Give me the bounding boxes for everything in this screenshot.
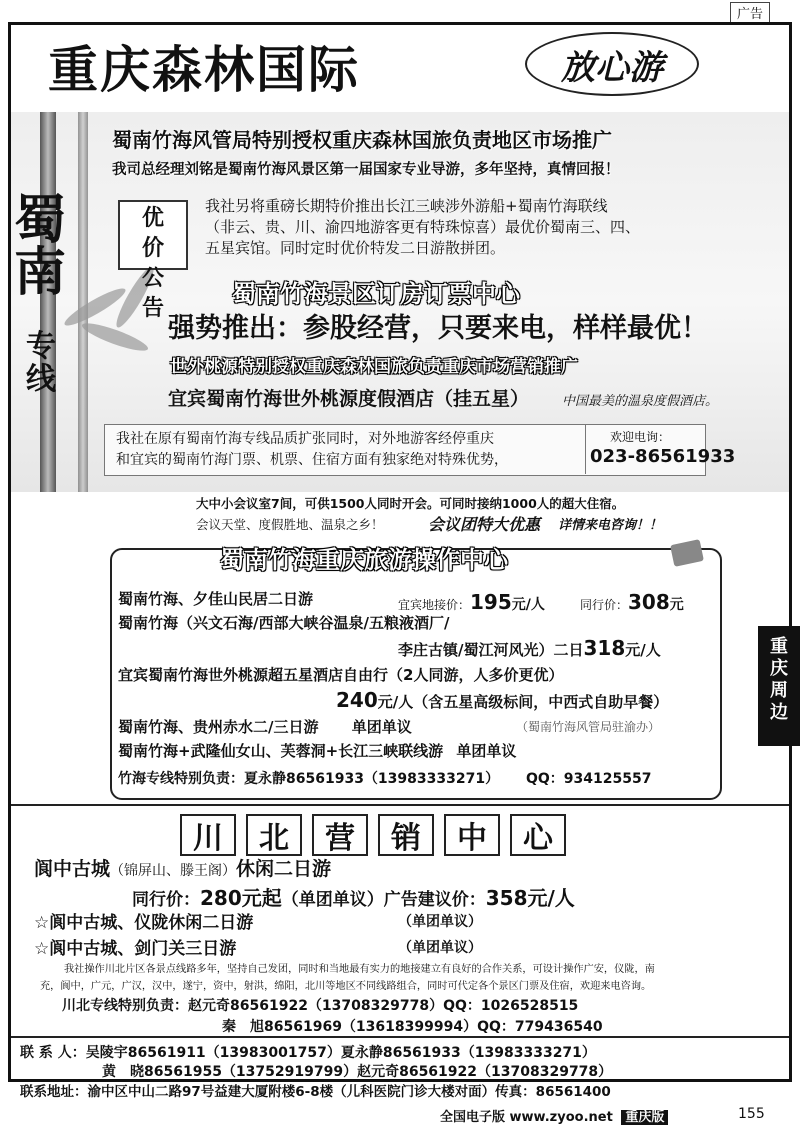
meeting-slogan: 会议天堂、度假胜地、温泉之乡！ — [196, 517, 384, 532]
route-jianmen-tag: （单团单议） — [398, 940, 482, 956]
manager-line: 我司总经理刘铭是蜀南竹海风景区第一届国家专业导游，多年坚持，真情回报！ — [112, 162, 620, 178]
ad-tag: 广告 — [730, 2, 770, 23]
ops-center-title: 蜀南竹海重庆旅游操作中心 — [220, 546, 508, 574]
contact-persons-2: 黄 晓86561955（13752919799）赵元奇86561922（13708329778） — [102, 1064, 613, 1080]
chuanbei-contact-1: 川北专线特别负责：赵元奇86561922（13708329778）QQ：1026528515 — [62, 998, 579, 1014]
hotel-name: 宜宾蜀南竹海世外桃源度假酒店（挂五星） — [168, 388, 530, 410]
hotel-tagline: 中国最美的温泉度假酒店。 — [562, 394, 719, 409]
advantage-text: 我社在原有蜀南竹海专线品质扩张同时，对外地游客经停重庆 和宜宾的蜀南竹海门票、机票、住宿方面有独家绝对特殊优势， — [116, 431, 508, 468]
route-4: 蜀南竹海、贵州赤水二/三日游 单团单议 — [118, 718, 412, 736]
section-divider — [11, 804, 789, 806]
chuanbei-desc-1: 我社操作川北片区各景点线路多年，坚持自己发团，同时和当地最有实力的地接建立有良好的合作关系，可设计操作广安，仪陇，南 — [64, 964, 655, 975]
edition-badge: 重庆版 — [621, 1110, 668, 1125]
contacts-divider — [11, 1036, 789, 1038]
route-4-office: （蜀南竹海风管局驻渝办） — [516, 720, 661, 734]
meeting-offer: 会议团特大优惠 — [428, 515, 541, 534]
contact-persons-1: 联 系 人：吴陵宇86561911（13983001757）夏永静86561933（13983333271） — [20, 1045, 596, 1061]
contact-address: 联系地址：渝中区中山二路97号益建大厦附楼6-8楼（儿科医院门诊大楼对面）传真：86561400 — [20, 1084, 611, 1100]
promo-badge: 优价公告 — [118, 200, 188, 270]
vertical-subtitle: 专线 — [26, 329, 56, 397]
section-tab: 重庆周边 — [758, 626, 800, 746]
route-yilong: ☆阆中古城、仪陇休闲二日游 — [34, 913, 254, 933]
box-divider — [585, 424, 586, 474]
brand-title: 重庆森林国际 — [48, 41, 360, 99]
route-yilong-tag: （单团单议） — [398, 914, 482, 930]
chuanbei-desc-2: 充，阆中，广元，广汉，汉中，遂宁，资中，射洪，绵阳，北川等地区不同线路组合，同时可代定各个景区门票及住宿，欢迎来电咨询。 — [40, 981, 652, 992]
hotline-number: 023-86561933 — [590, 446, 736, 467]
route-1-peer-price: 同行价：308元 — [580, 590, 684, 614]
hotline-label: 欢迎电询： — [610, 430, 671, 444]
route-1-local-price: 宜宾地接价：195元/人 — [398, 590, 545, 614]
langzhong-prices: 同行价：280元起（单团单议）广告建议价：358元/人 — [132, 886, 575, 910]
route-2-line-b: 李庄古镇/蜀江河风光）二日318元/人 — [398, 636, 661, 660]
booking-center-title: 蜀南竹海景区订房订票中心 — [232, 280, 520, 308]
bamboo-stalk-icon — [78, 112, 88, 492]
vertical-title: 蜀南 — [14, 191, 67, 303]
brand-logo: 放心游 — [525, 32, 699, 96]
chuanbei-title: 川 北 营 销 中 心 — [180, 814, 566, 856]
route-1: 蜀南竹海、夕佳山民居二日游 — [118, 590, 314, 608]
ops-contact: 竹海专线特别负责：夏永静86561933（13983333271） QQ：934125557 — [118, 771, 652, 787]
promo-notice: 我社另将重磅长期特价推出长江三峡涉外游船+蜀南竹海联线 （非云、贵、川、渝四地游客更有特珠惊喜）最优价蜀南三、四、 五星宾馆。同时定时优价特发二日游散拼团。 — [205, 197, 641, 257]
chuanbei-contact-2: 秦 旭86561969（13618399994）QQ：779436540 — [222, 1019, 603, 1035]
taoyuan-authorization: 世外桃源特别授权重庆森林国旅负责重庆市场营销推广 — [170, 357, 578, 377]
meeting-call: 详情来电咨询！！ — [558, 518, 663, 533]
authorization-line: 蜀南竹海风管局特别授权重庆森林国旅负责地区市场推广 — [112, 128, 612, 152]
route-jianmen: ☆阆中古城、剑门关三日游 — [34, 939, 237, 959]
route-5: 蜀南竹海+武隆仙女山、芙蓉洞+长江三峡联线游 单团单议 — [118, 742, 517, 760]
route-3-price: 240元/人（含五星高级标间，中西式自助早餐） — [336, 688, 669, 712]
langzhong-route: 阆中古城（锦屏山、滕王阁）休闲二日游 — [34, 858, 332, 880]
route-3: 宜宾蜀南竹海世外桃源超五星酒店自由行（2人同游，人多价更优） — [118, 666, 564, 684]
slogan: 强势推出：参股经营，只要来电，样样最优！ — [168, 313, 708, 344]
page-footer: 全国电子版 www.zyoo.net 重庆版 — [440, 1106, 668, 1125]
page-number: 155 — [738, 1106, 765, 1122]
meeting-capacity: 大中小会议室7间，可供1500人同时开会。可同时接纳1000人的超大住宿。 — [196, 496, 625, 511]
route-2-line-a: 蜀南竹海（兴文石海/西部大峡谷温泉/五粮液酒厂/ — [118, 614, 450, 632]
